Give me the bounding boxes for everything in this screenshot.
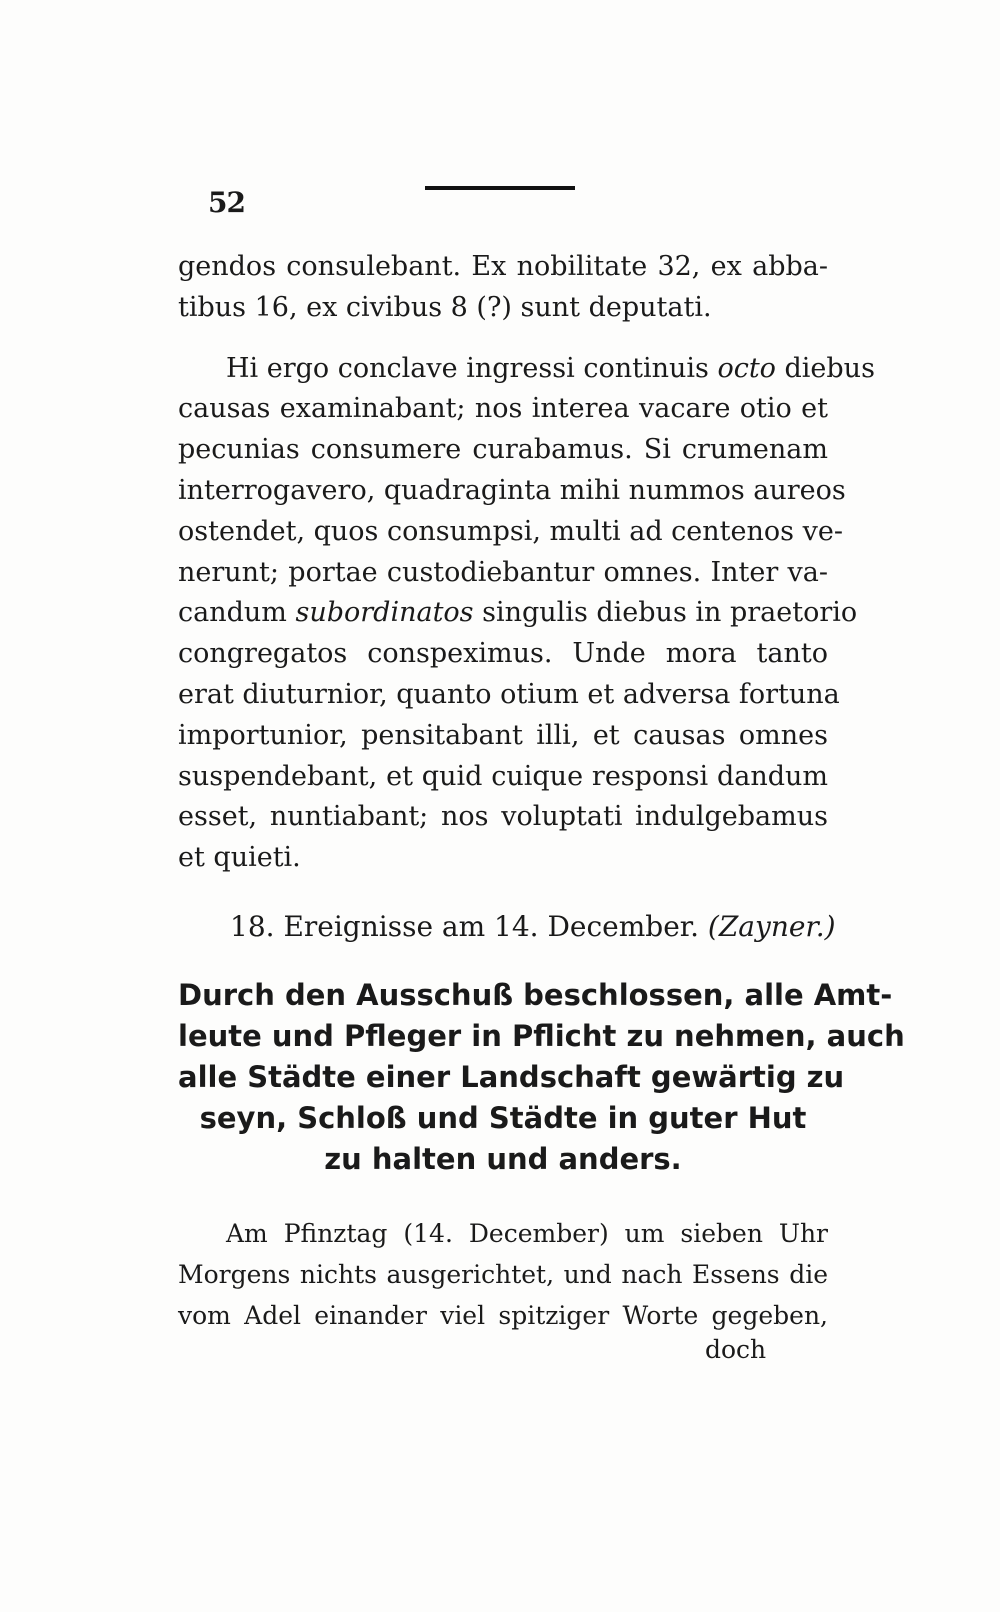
- italic-word: subordinatos: [295, 597, 474, 629]
- text-line: Am Pfinztag (14. December) um sieben Uhr: [226, 1219, 828, 1248]
- section-author: (Zayner.): [707, 910, 836, 943]
- section-title: Ereignisse am 14. December.: [283, 910, 700, 943]
- latin-text-block: [178, 247, 875, 879]
- text-line: [178, 349, 875, 390]
- catchword: doch: [705, 1335, 767, 1364]
- header-rule: [425, 186, 575, 190]
- german-text-block: [178, 1213, 828, 1336]
- text-line: causas examinabant; nos interea vacare otio et: [178, 393, 828, 425]
- summary-block: [178, 975, 905, 1180]
- text-fragment: candum subordinatos singulis diebus in praetorio: [178, 597, 858, 629]
- text-line: gendos consulebant. Ex nobilitate 32, ex abba-: [178, 251, 828, 282]
- summary-line: Durch den Ausschuß beschlossen, alle Amt-: [178, 978, 893, 1012]
- text-line: erat diuturnior, quanto otium et adversa fortuna: [178, 678, 840, 710]
- text-line: et quieti.: [178, 842, 301, 874]
- section-number: 18.: [230, 910, 275, 943]
- paragraph-gap: [178, 329, 828, 349]
- summary-line: zu halten und anders.: [324, 1142, 682, 1176]
- italic-word: octo: [717, 352, 776, 384]
- text-line: ostendet, quos consumpsi, multi ad centenos ve-: [178, 515, 843, 547]
- text-line: [178, 593, 858, 634]
- summary-line: alle Städte einer Landschaft gewärtig zu: [178, 1060, 845, 1094]
- summary-line: seyn, Schloß und Städte in guter Hut: [199, 1101, 807, 1135]
- text-fragment: Hi ergo conclave ingressi continuis octo diebus: [226, 352, 875, 384]
- summary-line: leute und Pfleger in Pflicht zu nehmen, auch: [178, 1019, 905, 1053]
- text-line: tibus 16, ex civibus 8 (?) sunt deputati.: [178, 291, 712, 323]
- section-heading: [230, 910, 836, 943]
- page-number: 52: [208, 186, 245, 219]
- text-line: importunior, pensitabant illi, et causas omnes: [178, 719, 828, 751]
- text-line: congregatos conspeximus. Unde mora tanto: [178, 638, 828, 670]
- text-line: Morgens nichts ausgerichtet, und nach Essens die: [178, 1260, 828, 1289]
- text-line: esset, nuntiabant; nos voluptati indulgebamus: [178, 801, 828, 833]
- text-line: vom Adel einander viel spitziger Worte gegeben,: [178, 1301, 828, 1330]
- text-line: pecunias consumere curabamus. Si crumenam: [178, 434, 828, 466]
- text-line: nerunt; portae custodiebantur omnes. Inter va-: [178, 556, 828, 588]
- text-line: suspendebant, et quid cuique responsi dandum: [178, 760, 828, 792]
- text-line: interrogavero, quadraginta mihi nummos aureos: [178, 474, 846, 506]
